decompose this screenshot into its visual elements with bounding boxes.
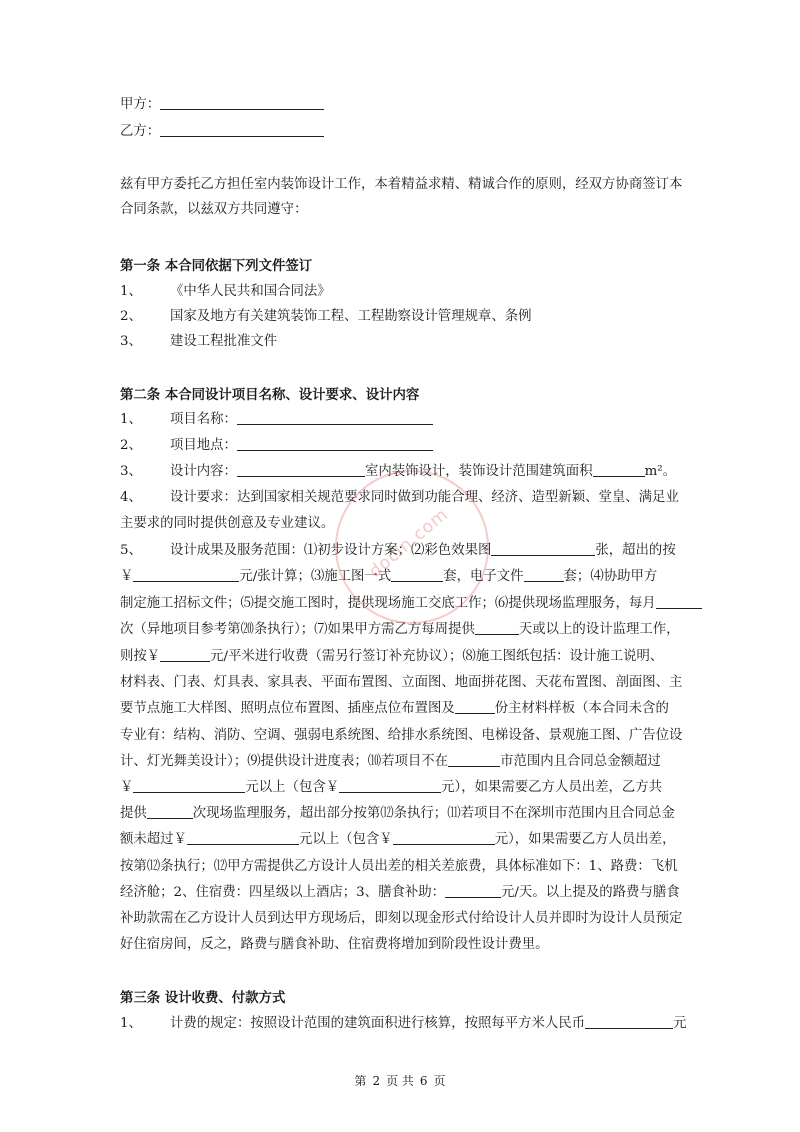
meal-allowance-blank <box>445 884 501 898</box>
item-number: 2、 <box>120 438 142 453</box>
page-number: 2 <box>372 1074 381 1088</box>
scope-text: 天或以上的设计监理工作， <box>518 622 680 637</box>
scope-text: 设计成果及服务范围：⑴初步设计方案；⑵彩色效果图 <box>170 543 492 558</box>
scope-text: 元/平米进行收费（需另行签订补充协议）；⑻施工图纸包括：设计施工说明、 <box>210 649 664 664</box>
footer-mid: 页 共 <box>386 1074 414 1088</box>
item-number: 3、 <box>120 334 142 349</box>
scope-text: 次现场监理服务，超出部分按第⑿条执行；⑾若项目不在深圳市范围内且合同总金 <box>192 806 675 821</box>
weekly-days-blank <box>475 621 519 635</box>
scope-text: 计、灯光舞美设计）；⑼提供设计进度表；⑽若项目不在 <box>120 754 449 769</box>
project-location-line <box>120 437 433 455</box>
scope-line-12 <box>120 831 675 849</box>
item-number: 3、 <box>120 464 142 479</box>
drawing-sets-blank <box>391 568 443 582</box>
item-number: 4、 <box>120 490 142 505</box>
area-blank <box>593 463 645 477</box>
party-a-blank <box>160 96 324 110</box>
scope-line-1 <box>120 542 676 560</box>
scope-text: 提供 <box>120 806 147 821</box>
article1-item <box>120 333 277 351</box>
scope-text: 元以上（包含￥ <box>245 780 340 795</box>
party-b-blank <box>160 123 324 137</box>
party-b-line <box>120 123 324 141</box>
scope-text: ￥ <box>120 780 134 795</box>
item-number: 2、 <box>120 309 142 324</box>
scope-text: 元/天。以上提及的路费与膳食 <box>501 885 680 900</box>
scope-line-4 <box>120 621 680 639</box>
scope-text: 次（异地项目参考第⒇条执行）；⑺如果甲方需乙方每周提供 <box>120 622 475 637</box>
design-requirement-line-2: 主要求的同时提供创意及专业建议。 <box>120 516 335 531</box>
page-footer <box>0 1072 800 1089</box>
area-unit: m²。 <box>644 464 677 479</box>
item-text: 建设工程批准文件 <box>170 334 278 349</box>
article1-title: 第一条 本合同依据下列文件签订 <box>120 258 313 274</box>
price-per-sheet-blank <box>133 568 239 582</box>
project-location-label: 项目地点： <box>170 438 237 453</box>
scope-line-5 <box>120 648 663 666</box>
intro-line-2: 合同条款，以兹双方共同遵守： <box>120 202 308 217</box>
item-text: 《中华人民共和国合同法》 <box>170 284 331 299</box>
fee-rule-text: 计费的规定：按照设计范围的建筑面积进行核算，按照每平方米人民币 <box>170 1016 586 1031</box>
amount-limit-inclusive-blank <box>393 831 495 845</box>
price-per-sqm-blank <box>160 648 210 662</box>
design-requirement-line-1 <box>120 489 679 507</box>
city-blank <box>448 753 500 767</box>
item-number: 1、 <box>120 1016 142 1031</box>
article2-title: 第二条 本合同设计项目名称、设计要求、设计内容 <box>120 387 420 403</box>
project-name-blank <box>237 411 433 425</box>
watermark-text: docin.com <box>365 504 453 582</box>
monthly-visits-blank <box>656 595 702 609</box>
scope-text: 份主材料样板（本合同未含的 <box>494 701 669 716</box>
scope-line-14 <box>120 884 680 902</box>
item-number: 1、 <box>120 284 142 299</box>
scope-text: 套，电子文件 <box>443 569 524 584</box>
scope-text: 元），如果需要乙方人员出差，乙方共 <box>441 780 663 795</box>
design-content-blank <box>237 463 365 477</box>
scope-line-8: 专业有：结构、消防、空调、强弱电系统图、给排水系统图、电梯设备、景观施工图、广告位设 <box>120 728 683 743</box>
project-name-line <box>120 411 433 429</box>
article1-item <box>120 308 532 326</box>
scope-text: 则按￥ <box>120 649 161 664</box>
article3-title: 第三条 设计收费、付款方式 <box>120 990 286 1006</box>
item-number: 1、 <box>120 412 142 427</box>
scope-text: 元/张计算；⑶施工图一式 <box>239 569 392 584</box>
total-pages: 6 <box>419 1074 428 1088</box>
scope-text: 制定施工招标文件；⑸提交施工图时，提供现场施工交底工作；⑹提供现场监理服务，每月 <box>120 596 656 611</box>
scope-text: 元以上（包含￥ <box>298 832 393 847</box>
scope-text: 元），如果需要乙方人员出差， <box>494 832 676 847</box>
scope-text: 经济舱；2、住宿费：四星级以上酒店；3、膳食补助： <box>120 885 446 900</box>
contract-amount-blank <box>133 779 245 793</box>
article1-item <box>120 283 331 301</box>
scope-text: 张，超出的按 <box>595 543 676 558</box>
fee-rule-line <box>120 1015 687 1033</box>
intro-line-1: 兹有甲方委托乙方担任室内装饰设计工作，本着精益求精、精诚合作的原则，经双方协商签订本 <box>120 177 683 192</box>
party-a-label: 甲方： <box>120 97 161 112</box>
electronic-file-blank <box>524 568 564 582</box>
design-content-mid: 室内装饰设计，装饰设计范围建筑面积 <box>364 464 593 479</box>
item-text: 国家及地方有关建筑装饰工程、工程勘察设计管理规章、条例 <box>170 309 532 324</box>
scope-text: 市范围内且合同总金额超过 <box>500 754 661 769</box>
party-b-label: 乙方： <box>120 124 161 139</box>
supervision-times-blank <box>147 805 193 819</box>
design-content-label: 设计内容： <box>170 464 237 479</box>
scope-line-11 <box>120 805 675 823</box>
scope-line-2 <box>120 568 657 586</box>
scope-text: 要节点施工大样图、照明点位布置图、插座点位布置图及 <box>120 701 455 716</box>
material-samples-blank <box>455 700 495 714</box>
scope-line-16: 好住宿房间，反之，路费与膳食补助、住宿费将增加到阶段性设计费里。 <box>120 937 549 952</box>
design-requirement-text: 设计要求：达到国家相关规范要求同时做到功能合理、经济、造型新颖、堂皇、满足业 <box>170 490 679 505</box>
renderings-count-blank <box>491 542 595 556</box>
scope-line-15: 补助款需在乙方设计人员到达甲方现场后，即刻以现金形式付给设计人员并即时为设计人员预定 <box>120 911 683 926</box>
amount-limit-blank <box>187 831 299 845</box>
party-a-line <box>120 96 324 114</box>
scope-text: ￥ <box>120 569 134 584</box>
item-number: 5、 <box>120 543 142 558</box>
scope-line-3 <box>120 595 702 613</box>
scope-line-10 <box>120 779 662 797</box>
scope-text: 额未超过￥ <box>120 832 187 847</box>
fee-rule-unit: 元 <box>673 1016 687 1031</box>
footer-suffix: 页 <box>433 1074 446 1088</box>
project-name-label: 项目名称： <box>170 412 237 427</box>
scope-text: 套；⑷协助甲方 <box>563 569 658 584</box>
scope-line-7 <box>120 700 669 718</box>
scope-line-13: 按第⑿条执行；⑿甲方需提供乙方设计人员出差的相关差旅费，具体标准如下：1、路费：飞机 <box>120 859 678 874</box>
price-per-sqm-rmb-blank <box>585 1015 673 1029</box>
contract-amount-inclusive-blank <box>339 779 441 793</box>
design-content-line <box>120 463 676 481</box>
scope-line-9 <box>120 753 661 771</box>
footer-prefix: 第 <box>354 1074 367 1088</box>
scope-line-6: 材料表、门表、灯具表、家具表、平面布置图、立面图、地面拼花图、天花布置图、剖面图、主 <box>120 675 683 690</box>
project-location-blank <box>237 437 433 451</box>
